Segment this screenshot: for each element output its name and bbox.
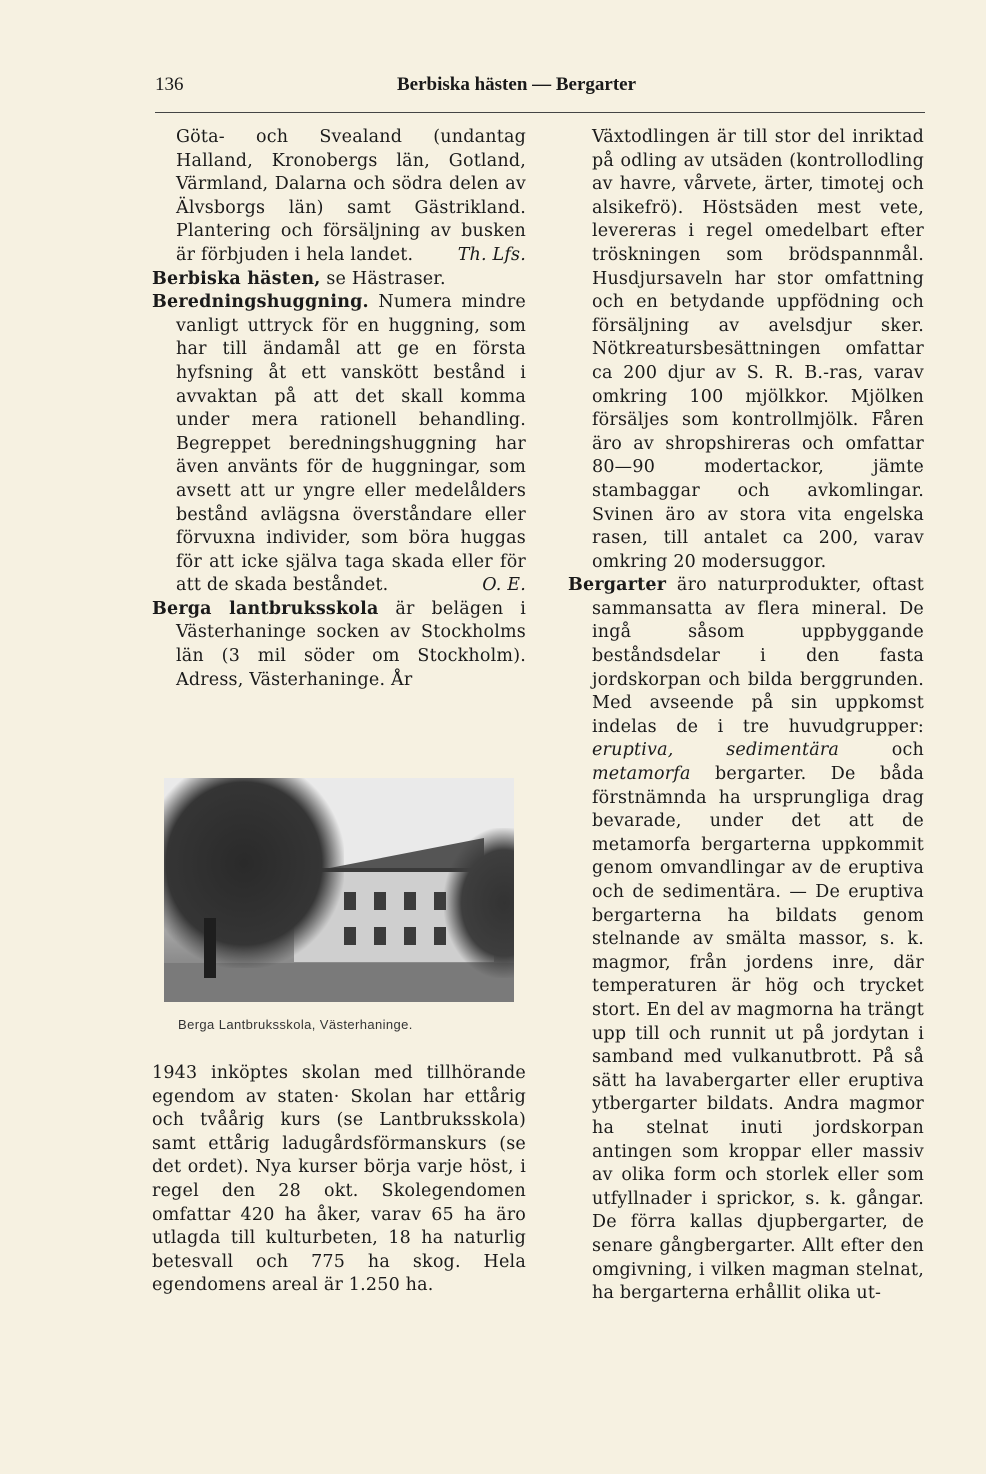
entry-text: Numera mindre vanligt uttryck för en huggning, som har till ändamål att ge en första hyfsning åt ett vanskött bestånd i avvaktan på att det skall komma under mera rationell behandling. Begreppet beredningshuggning har även använts för de huggningar, som avsett att ur yngre eller medelålders bestånd avlägsna överståndare eller förvuxna individer, som böra huggas för att icke själva taga skada eller för att de skada beståndet. xyxy=(176,292,526,596)
entry-text: bergarter. De båda förstnämnda ha ursprungliga drag bevarade, under det att de metamorfa bergarterna uppkommit genom omvandlingar av de eruptiva och de sedimentära. — De eruptiva bergarterna ha bildats genom stelnande av smälta massor, s. k. magmor, från jordens inre, där temperaturen är hög och trycket stort. En del av magmorna ha trängt upp till och runnit ut på jordytan i samband med vulkanutbrott. På så sätt ha lavabergarter eller eruptiva ytbergarter bildats. Andra magmor ha stelnat inuti jordskorpan antingen som kroppar eller massiv av olika form och storlek eller som utfyllnader i sprickor, s. k. gångar. De förra kallas djupbergarter, de senare gångbergarter. Allt efter den omgivning, i vilken magman stelnat, ha bergarterna erhållit olika ut- xyxy=(592,764,924,1304)
entry-headword: Berga lantbruksskola xyxy=(152,598,379,619)
left-column-lower xyxy=(152,1062,526,1298)
entry-berga-lantbruksskola xyxy=(152,598,526,692)
photo-caption: Berga Lantbruksskola, Västerhaninge. xyxy=(178,1017,413,1032)
entry-bergarter xyxy=(568,574,924,1305)
entry-text: är belägen i Västerhaninge socken av Stockholms län (3 mil söder om Stockholm). Adress, Västerhaninge. År xyxy=(176,598,526,690)
paragraph-text: Växtodlingen är till stor del inriktad på odling av utsäden (kontrollodling av havre, vårvete, ärter, timotej och alsikefrö). Höstsäden mest vete, levereras i regel omedelbart efter tröskningen som brödspannmål. Husdjursaveln har stor omfattning och en betydande uppfödning och försäljning av avelsdjur sker. Nötkreatursbesättningen omfattar ca 200 djur av S. R. B.-ras, varav omkring 100 mjölkkor. Mjölken försäljes som kontrollmjölk. Fåren äro av shropshireras och omfattar 80—90 modertackor, jämte stambaggar och avkomlingar. Svinen äro av stora vita engelska rasen, till antalet ca 200, varav omkring 20 modersuggor. xyxy=(592,127,924,572)
entry-text: se Hästraser. xyxy=(320,268,446,289)
right-column xyxy=(568,126,924,1306)
entry-beredningshuggning xyxy=(152,291,526,598)
entry-text: och xyxy=(839,740,924,761)
entry-berbiska-hasten xyxy=(152,268,526,292)
author-signature: Th. Lfs. xyxy=(457,244,526,265)
header-rule xyxy=(155,112,925,113)
paragraph-text: 1943 inköptes skolan med tillhörande egendom av staten· Skolan har ettårig och tvåårig kurs (se Lantbruksskola) samt ettårig ladugårdsförmanskurs (se det ordet). Nya kurser börja varje höst, i regel den 28 okt. Skolegendomen omfattar 420 ha åker, varav 65 ha äro utlagda till kulturbeten, 18 ha naturlig betesvall och 775 ha skog. Hela egendomens areal är 1.250 ha. xyxy=(152,1063,526,1296)
running-title: Berbiska hästen — Bergarter xyxy=(397,74,637,95)
page-header xyxy=(155,74,925,104)
italic-term: metamorfa xyxy=(592,764,691,785)
author-signature: O. E. xyxy=(482,575,526,596)
entry-headword: Bergarter xyxy=(568,575,667,596)
entry-headword: Beredningshuggning. xyxy=(152,292,369,313)
paragraph-continuation xyxy=(152,126,526,268)
italic-term: eruptiva, sedimentära xyxy=(592,740,840,761)
paragraph-text: Göta- och Svealand (undantag Halland, Kronobergs län, Gotland, Värmland, Dalarna och södra delen av Älvsborgs län) samt Gästrikland. Plantering och försäljning av busken är förbjuden i hela landet. xyxy=(176,127,526,265)
entry-headword: Berbiska hästen, xyxy=(152,268,321,289)
school-photo xyxy=(164,778,514,1002)
left-column xyxy=(152,126,526,692)
entry-text: äro naturprodukter, oftast sammansatta av flera mineral. De ingå såsom uppbyggande beståndsdelar i den fasta jordskorpan och bilda berggrunden. Med avseende på sin uppkomst indelas de i tre huvudgrupper: xyxy=(592,575,924,737)
page-number: 136 xyxy=(155,74,184,95)
